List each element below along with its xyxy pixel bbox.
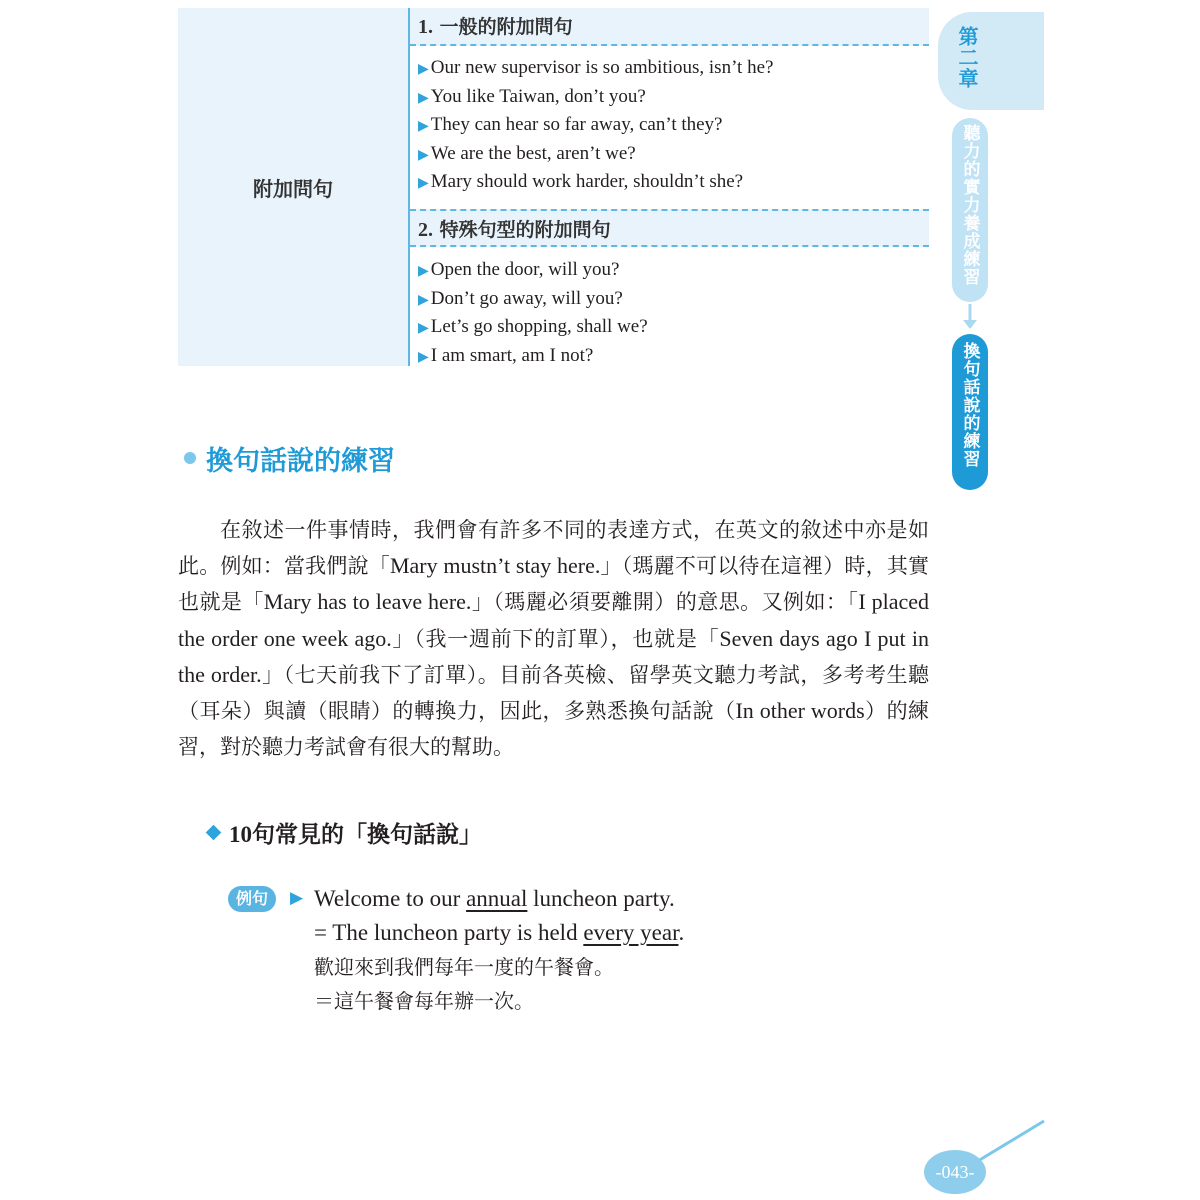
page-number: -043- [924,1150,986,1194]
list-item [410,342,929,371]
example-text: Let’s go shopping, shall we? [430,316,648,338]
intro-text: 在敘述一件事情時，我們會有許多不同的表達方式，在英文的敘述中亦是如此。例如：當我們說「 [178,518,929,579]
list-item [410,83,929,112]
intro-text: 」（瑪麗必須要離開）的意思。又例如：「 [471,590,859,615]
sub-heading [208,816,482,849]
section2-title: 特殊句型的附加問句 [439,219,611,241]
triangle-bullet-icon: ▶ [418,146,429,163]
intro-english: In other words [735,698,865,724]
section1-title: 一般的附加問句 [439,16,573,38]
example-text: We are the best, aren’t we? [430,142,636,164]
triangle-bullet-icon: ▶ [418,291,429,308]
intro-paragraph [178,512,929,765]
section-title-text: 換句話說的練習 [206,445,395,477]
tab-paraphrase-label: 換句話說的練習 [959,342,980,468]
intro-english: Seven days ago I put in the order. [178,625,930,687]
table-row-label: 附加問句 [253,176,333,201]
diamond-bullet-icon [206,825,222,841]
triangle-bullet-icon: ▶ [418,61,429,77]
intro-english: Mary has to leave here. [263,589,472,615]
intro-english: I placed the order one week ago. [178,589,930,651]
intro-text: 」（我一週前下的訂單），也就是「 [391,626,720,651]
example-text: I am smart, am I not? [430,344,594,366]
underlined-word: every year [583,920,679,945]
example-text: Our new supervisor is so ambitious, isn’t he? [430,57,774,78]
table-content-column [410,8,929,366]
example-line-1: Welcome to our annual luncheon party. [314,886,675,911]
triangle-bullet-icon: ▶ [418,175,429,192]
example-badge: 例句 [228,886,276,912]
tab-listening-practice[interactable] [952,118,988,302]
example-text: Mary should work harder, shouldn’t she? [430,171,744,193]
example-text: Don’t go away, will you? [430,287,623,309]
list-item [410,54,929,83]
list-item [410,285,929,314]
intro-text: ）的練習，對於聽力考試會有很大的幫助。 [178,699,930,760]
triangle-bullet-icon: ▶ [418,118,429,135]
list-item [410,256,929,285]
list-item [410,313,929,342]
triangle-bullet-icon: ▶ [418,320,429,337]
list-item [410,140,929,169]
tab-listening-label: 聽力的實力養成練習 [959,124,980,286]
underlined-word: annual [466,886,528,911]
play-triangle-icon: ▶ [290,888,304,908]
example-text: Open the door, will you? [430,259,620,280]
section1-header [410,8,929,46]
example-line-2: = The luncheon party is held every year. [314,920,685,945]
intro-english: Mary mustn’t stay here. [389,553,601,579]
tag-question-table [178,8,929,366]
example-text: You like Taiwan, don’t you? [430,85,646,107]
bullet-dot-icon [184,452,196,464]
section2-examples [410,256,929,370]
arrow-down-icon [961,304,979,330]
tab-paraphrase-practice[interactable] [952,334,988,490]
list-item [410,168,929,197]
intro-text: 」（瑪麗不可以待在這裡）時，其實也就是「 [178,554,930,615]
section2-number: 2. [418,219,433,241]
section1-number: 1. [418,16,433,38]
example-text: They can hear so far away, can’t they? [430,114,723,136]
triangle-bullet-icon: ▶ [418,89,429,106]
example-line-4: ＝這午餐會每年辦一次。 [314,989,534,1013]
intro-text: 」（七天前我下了訂單）。目前各英檢、留學英文聽力考試，多考考生聽（耳朵）與讀（眼睛）的轉換力，因此，多熟悉換句話說（ [178,662,929,724]
example-sentences [314,882,684,1018]
example-line-3: 歡迎來到我們每年一度的午餐會。 [314,955,614,979]
triangle-bullet-icon: ▶ [418,348,429,365]
chapter-label: 第二章 [955,26,979,89]
sub-heading-text: 10句常見的「換句話說」 [229,822,482,847]
section-title [184,438,395,478]
section2-header [410,209,929,247]
triangle-bullet-icon: ▶ [418,263,429,279]
section1-examples [410,54,929,197]
list-item [410,111,929,140]
chapter-tab[interactable] [938,12,1044,110]
